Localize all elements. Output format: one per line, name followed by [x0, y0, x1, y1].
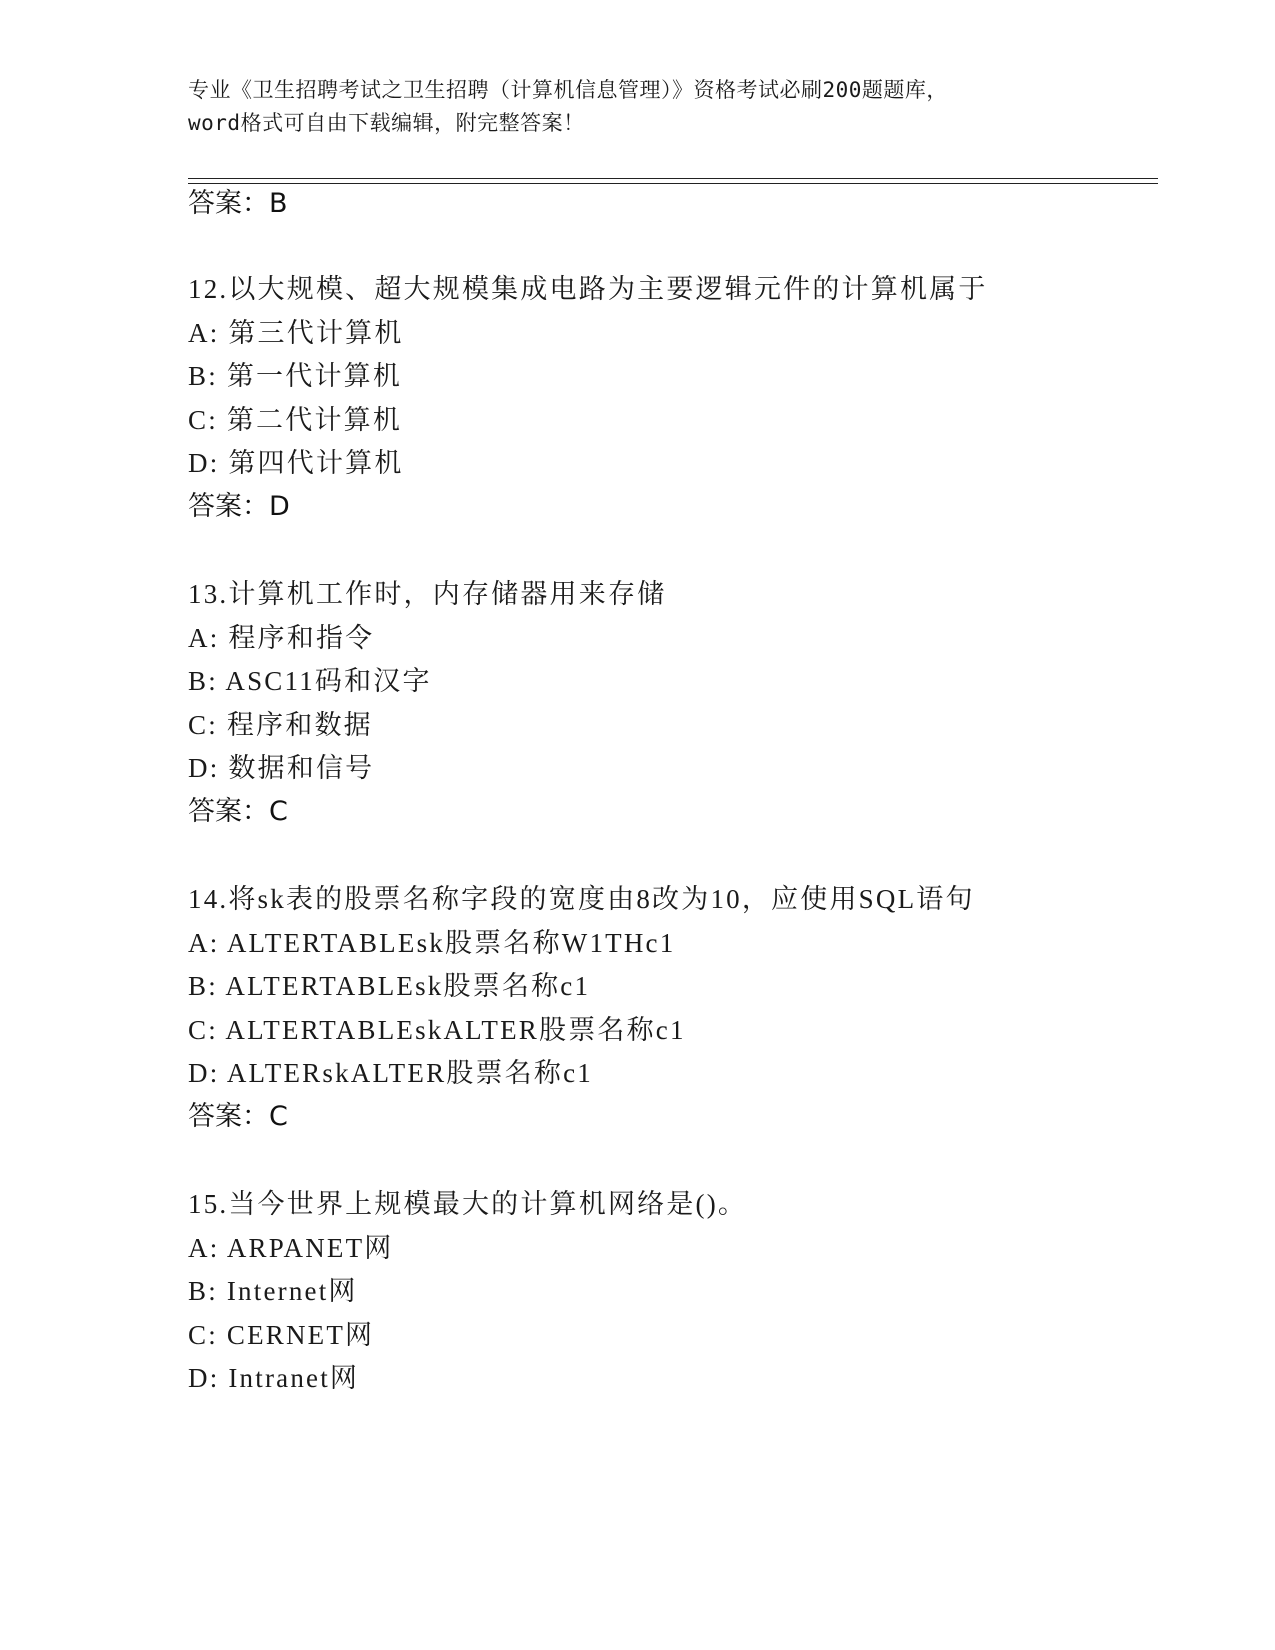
- question-option: D: 第四代计算机: [188, 448, 404, 478]
- question-option: D: 数据和信号: [188, 753, 375, 783]
- question-option: B: Internet网: [188, 1276, 358, 1306]
- question-option: C: 程序和数据: [188, 710, 373, 740]
- header-line-1: 专业《卫生招聘考试之卫生招聘（计算机信息管理）》资格考试必刷200题题库，: [188, 78, 948, 102]
- question-stem: 14.将sk表的股票名称字段的宽度由8改为10，应使用SQL语句: [188, 884, 975, 914]
- question-stem: 12.以大规模、超大规模集成电路为主要逻辑元件的计算机属于: [188, 274, 988, 304]
- question-option: D: Intranet网: [188, 1363, 360, 1393]
- question-option: C: 第二代计算机: [188, 405, 403, 435]
- question-option: B: ALTERTABLEsk股票名称c1: [188, 971, 591, 1001]
- question-option: B: ASC11码和汉字: [188, 666, 432, 696]
- question-stem: 15.当今世界上规模最大的计算机网络是()。: [188, 1189, 748, 1219]
- question-answer: 答案：C: [188, 1101, 288, 1132]
- question-option: C: CERNET网: [188, 1320, 375, 1350]
- question-option: A: ARPANET网: [188, 1233, 394, 1263]
- question-option: B: 第一代计算机: [188, 361, 403, 391]
- header-divider-top: [188, 178, 1158, 179]
- question-answer: 答案：D: [188, 491, 290, 522]
- question-option: C: ALTERTABLEskALTER股票名称c1: [188, 1015, 686, 1045]
- header-line-2: word格式可自由下载编辑，附完整答案！: [188, 111, 585, 135]
- previous-answer: 答案：B: [188, 188, 288, 219]
- header-divider-bottom: [188, 183, 1158, 184]
- question-answer: 答案：C: [188, 796, 288, 827]
- question-option: A: 第三代计算机: [188, 318, 404, 348]
- question-option: D: ALTERskALTER股票名称c1: [188, 1058, 593, 1088]
- question-option: A: 程序和指令: [188, 623, 375, 653]
- question-option: A: ALTERTABLEsk股票名称W1THc1: [188, 928, 676, 958]
- question-stem: 13.计算机工作时，内存储器用来存储: [188, 579, 667, 609]
- document-header: [188, 74, 1088, 140]
